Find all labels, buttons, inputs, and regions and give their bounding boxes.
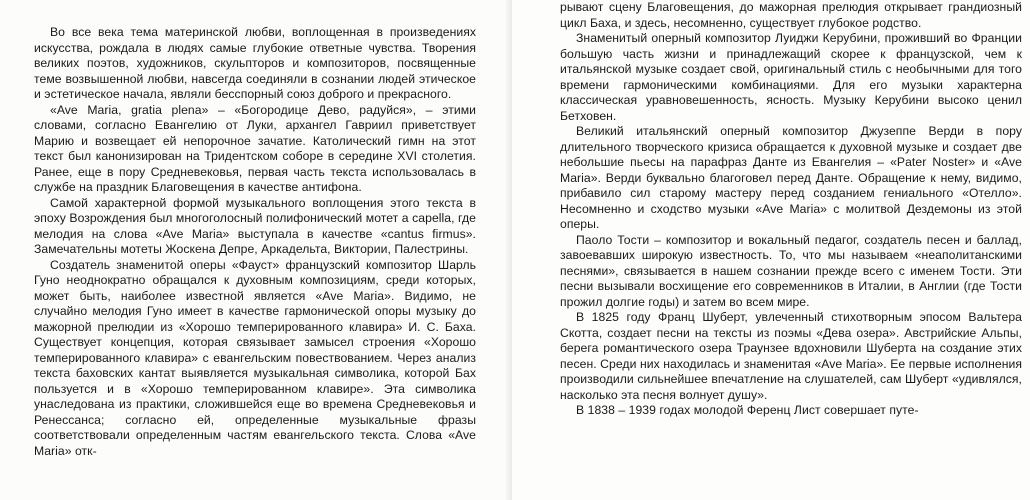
right-page-text xyxy=(560,0,1022,419)
paragraph-continuation: рывают сцену Благовещения, до мажорная прелюдия открывает грандиозный цикл Баха, и здесь, несомненно, существует глубокое родство. xyxy=(560,0,1022,30)
left-page xyxy=(0,0,512,500)
right-page xyxy=(512,0,1030,500)
paragraph: Знаменитый оперный композитор Луиджи Керубини, проживший во Франции большую часть жизни и принадлежащий скорее к французской, чем к итальянской музыке создает свой, оригинальный стиль с необычными для того времени гармоническими комбинациями. Для его музыки характерна классическая уравновешенность, ясность. Музыку Керубини высоко ценил Бетховен. xyxy=(560,31,1022,123)
paragraph: «Ave Maria, gratia plena» – «Богородице Дево, радуйся», – этими словами, согласно Евангелию от Луки, архангел Гавриил приветствует Марию и возвещает ей непорочное зачатие. Католический гимн на этот текст был канонизирован на Тридентском соборе в середине XVI столетия. Ранее, еще в пору Средневековья, первая часть текста использовалась в службе на праздник Благовещения в качестве антифона. xyxy=(34,102,476,194)
paragraph: В 1838 – 1939 годах молодой Ференц Лист совершает путе- xyxy=(576,403,919,417)
paragraph: В 1825 году Франц Шуберт, увлеченный стихотворным эпосом Вальтера Скотта, создает песни на тексты из поэмы «Дева озера». Австрийские Альпы, берега романтического озера Траунзее вдохновили Шуберта на создание этих песен. Среди них находилась и знаменитая «Ave Maria». Ее первые исполнения производили сильнейшее впечатление на слушателей, сам Шуберт «удивлялся, насколько эта песня волнует душу». xyxy=(560,310,1022,402)
paragraph: Во все века тема материнской любви, воплощенная в произведениях искусства, рождала в людях самые глубокие ответные чувства. Творения великих поэтов, художников, скульпторов и композиторов, посвященные теме возвышенной любви, навсегда соединяли в сознании людей этическое и эстетическое начала, являли бесспорный союз доброго и прекрасного. xyxy=(34,25,476,101)
paragraph: Самой характерной формой музыкального воплощения этого текста в эпоху Возрождения был многоголосный полифонический мотет a capella, где мелодия на слова «Ave Maria» выступала в качестве «cantus firmus». Замечательны мотеты Жоскена Депре, Аркадельта, Виктории, Палестрины. xyxy=(34,195,476,256)
paragraph: Создатель знаменитой оперы «Фауст» французский композитор Шарль Гуно неоднократно обращался к духовным композициям, среди которых, может быть, наиболее известной является «Ave Maria». Видимо, не случайно мелодия Гуно имеет в качестве гармонической опоры музыку до мажорной прелюдии из «Хорошо темперированного клавира» И. С. Баха. Существует концепция, которая связывает замысел строения «Хорошо темперированного клавира» с евангельским повествованием. Через анализ текста баховских кантат выявляется музыкальная символика, которой Бах пользуется и в «Хорошо темперированном клавире». Эта символика унаследована из практики, сложившейся еще во времена Средневековья и Ренессанса; согласно ей, определенные музыкальные фразы соответствовали определенным частям евангельского текста. Слова «Ave Maria» отк- xyxy=(34,257,476,458)
paragraph: Паоло Тости – композитор и вокальный педагог, создатель песен и баллад, завоевавших широкую известность. То, что мы называем «неаполитанскими песнями», связывается в нашем сознании прежде всего с именем Тости. Эти песни вызывали восхищение его современников в Италии, в Англии (где Тости прожил долгие годы) и затем во всем мире. xyxy=(560,232,1022,309)
paragraph: Великий итальянский оперный композитор Джузеппе Верди в пору длительного творческого кризиса обращается к духовной музыке и создает две небольшие пьесы на парафраз Данте из Евангелия – «Pater Noster» и «Ave Maria». Верди буквально благоговел перед Данте. Обращение к нему, видимо, прибавило сил старому мастеру перед созданием гениального «Отелло». Несомненно и сходство музыки «Ave Maria» с молитвой Дездемоны из этой оперы. xyxy=(560,124,1022,231)
left-page-text xyxy=(34,25,476,459)
